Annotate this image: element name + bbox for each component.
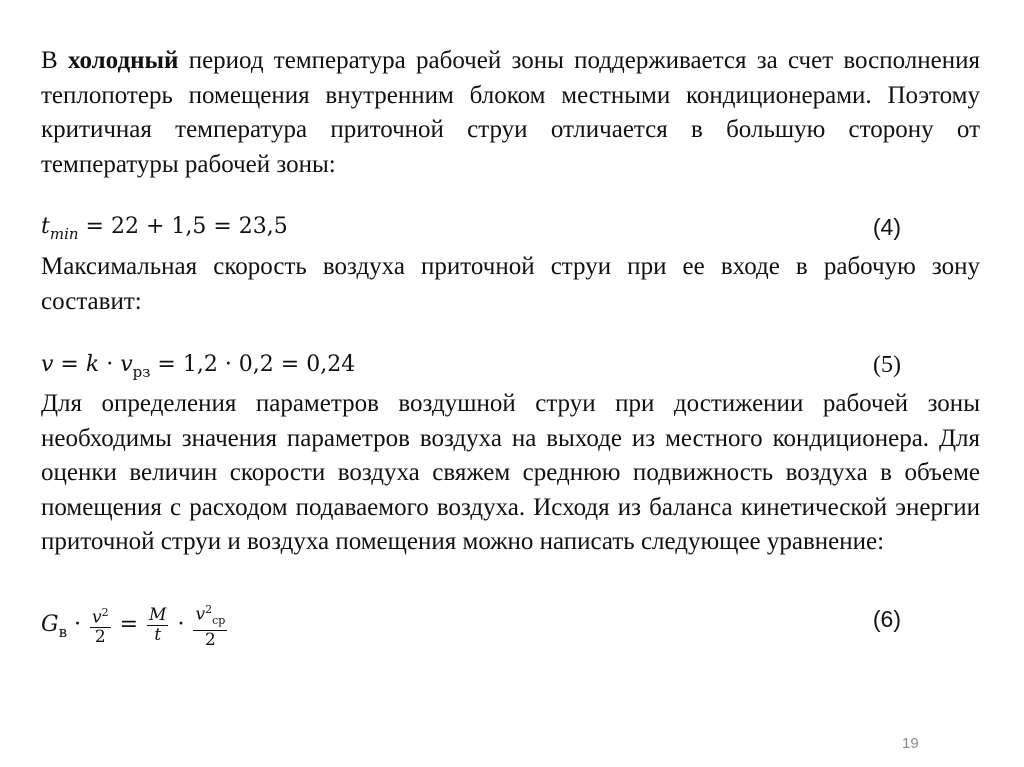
equation-6-formula — [41, 600, 229, 650]
eq6-frac3-den: 2 — [204, 630, 216, 651]
eq6-dot1: · — [67, 612, 89, 638]
bold-term-cold: холодный — [67, 47, 179, 74]
eq6-dot2: · — [170, 612, 192, 638]
equation-6 — [41, 600, 901, 652]
eq5-dot: · — [99, 352, 121, 377]
eq6-sub: в — [58, 623, 68, 642]
paragraph-lead: В — [41, 47, 68, 74]
page-number: 19 — [902, 735, 919, 752]
eq5-sub: рз — [132, 363, 151, 381]
eq5-lhs: v — [41, 352, 54, 377]
eq4-rhs: = 22 + 1,5 = 23,5 — [78, 214, 288, 239]
eq5-v: v — [120, 352, 133, 377]
eq6-frac3-sup: 2 — [205, 603, 213, 616]
eq6-frac1-num: v — [92, 607, 102, 628]
eq6-frac1-den: 2 — [94, 627, 106, 648]
eq4-var: t — [41, 214, 50, 239]
paragraph-max-speed: Максимальная скорость воздуха приточной струи при ее входе в рабочую зону составит: — [41, 253, 980, 315]
equation-4-formula — [41, 214, 288, 243]
paragraph-cold-period — [41, 44, 980, 182]
eq6-frac3-num: v — [195, 604, 206, 625]
eq5-k: k — [85, 352, 100, 377]
equation-4 — [41, 214, 901, 254]
eq5-mid: = — [53, 352, 86, 377]
eq6-frac1-sup: 2 — [101, 605, 109, 619]
eq6-eq: = — [112, 612, 146, 638]
eq5-rhs: = 1,2 · 0,2 = 0,24 — [150, 352, 356, 377]
paragraph-rest: период температура рабочей зоны поддерживается за счет восполнения теплопотерь помещения внутренним блоком местными кондиционерами. Поэтому критичная температура приточной струи отличается в большую сторону от температуры рабочей зоны: — [41, 47, 980, 178]
equation-5 — [41, 352, 901, 392]
eq6-fraction-3 — [193, 600, 227, 650]
equation-4-number: (4) — [872, 214, 901, 240]
equation-6-number: (6) — [872, 606, 901, 632]
eq4-sub: min — [49, 225, 79, 243]
equation-5-formula — [41, 352, 355, 381]
eq6-frac3-sub: ср — [212, 614, 226, 628]
eq6-G: G — [41, 612, 59, 638]
eq6-fraction-2 — [147, 606, 168, 645]
equation-5-number: (5) — [873, 352, 901, 378]
eq6-frac2-den: t — [154, 624, 162, 645]
eq6-fraction-1 — [90, 603, 111, 648]
eq6-frac2-num: M — [149, 604, 167, 625]
paragraph-jet-params: Для определения параметров воздушной струи при достижении рабочей зоны необходимы значения параметров воздуха на выходе из местного кондиционера. Для оценки величин скорости воздуха свяжем среднюю подвижность воздуха в объеме помещения с расходом подаваемого воздуха. Исходя из баланса кинетической энергии приточной струи и воздуха помещения можно написать следующее уравнение: — [41, 390, 980, 555]
